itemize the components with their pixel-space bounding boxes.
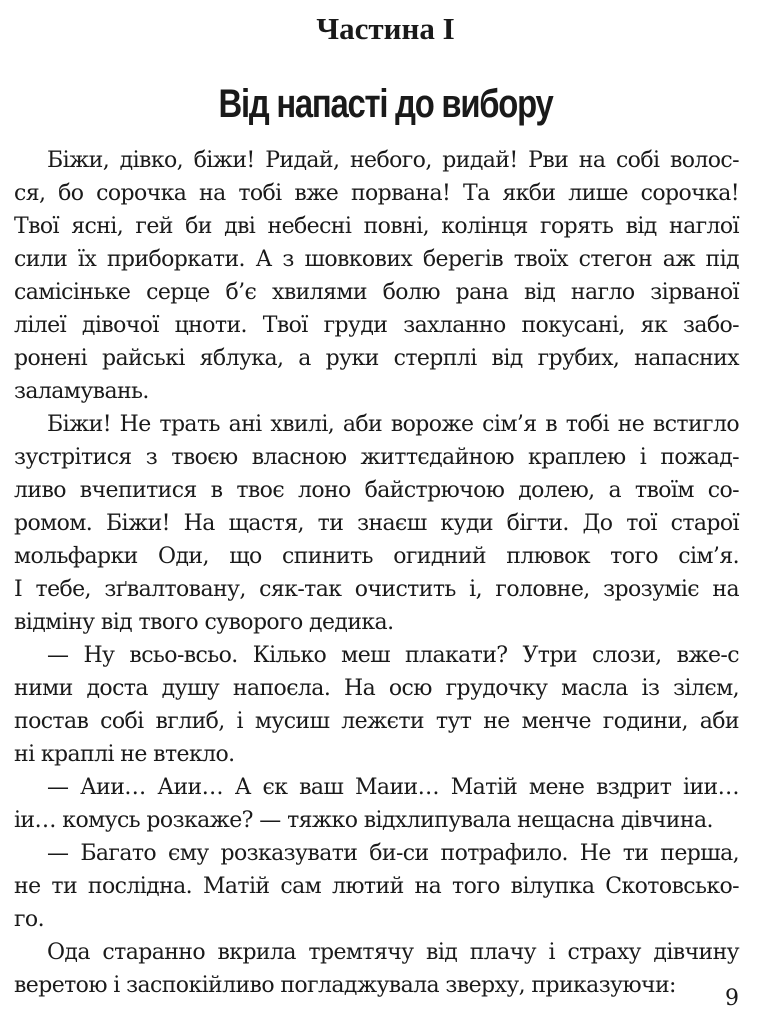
text-line: — Багато єму розказувати би-си потрафило. Не ти перша, [47,841,739,866]
text-line: — Ну всьо-всьо. Кілько меш плакати? Утри слози, вже-с [47,643,739,668]
part-title: Частина І [316,11,455,46]
text-line: Біжи! Не трать ані хвилі, аби вороже сім’я в тобі не встигло [47,412,739,437]
text-line: самісіньке серце б’є хвилями болю рана від нагло зірваної [14,280,739,305]
text-line: мольфарки Оди, що спинить огидний плювок того сім’я. [14,544,739,569]
text-line: ними доста душу напоєла. На осю грудочку масла із зілєм, [14,676,739,701]
text-line: ронені райські яблука, а руки стерплі від грубих, напасних [14,346,739,371]
paragraph [14,936,739,1002]
text-line: Твої ясні, гей би дві небесні повні, колінця горять від наглої [14,214,739,239]
page-number: 9 [725,986,739,1011]
text-line: не ти послідна. Матій сам лютий на того вілупка Скотовсько- [14,874,739,899]
body-text [14,144,739,1002]
text-line: ні краплі не втекло. [14,742,235,767]
text-line: го. [14,907,44,932]
text-line: постав собі вглиб, і мусиш лежєти тут не менче години, аби [14,709,739,734]
text-line: відміну від твого суворого дедика. [14,610,394,635]
text-line: — Аии… Аии… А єк ваш Маии… Матій мене вздрит іии… [47,775,739,800]
paragraph [14,837,739,936]
text-line: Ода старанно вкрила тремтячу від плачу і страху дівчину [47,940,739,965]
paragraph [14,639,739,771]
text-line: веретою і заспокійливо погладжувала зверху, приказуючи: [14,973,676,998]
paragraph [14,408,739,639]
text-line: зустрітися з твоєю власною життєдайною краплею і пожад- [14,445,739,470]
text-line: ливо вчепитися в твоє лоно байстрючою долею, а твоїм со- [14,478,739,503]
paragraph [14,771,739,837]
text-line: ромом. Біжи! На щастя, ти знаєш куди бігти. До тої старої [14,511,739,536]
text-line: ся, бо сорочка на тобі вже порвана! Та якби лише сорочка! [14,181,739,206]
text-line: Біжи, дівко, біжи! Ридай, небого, ридай! Рви на собі волос- [47,148,739,173]
text-line: сили їх приборкати. А з шовкових берегів твоїх стегон аж під [14,247,739,272]
paragraph [14,144,739,408]
text-line: іи… комусь розкаже? — тяжко відхлипувала нещасна дівчина. [14,808,713,833]
text-line: І тебе, зґвалтовану, сяк-так очистить і, головне, зрозуміє на [14,577,739,602]
text-line: лілеї дівочої цноти. Твої груди захланно покусані, як забо- [14,313,739,338]
text-line: заламувань. [14,379,149,404]
chapter-title: Від напасті до вибору [218,82,553,126]
